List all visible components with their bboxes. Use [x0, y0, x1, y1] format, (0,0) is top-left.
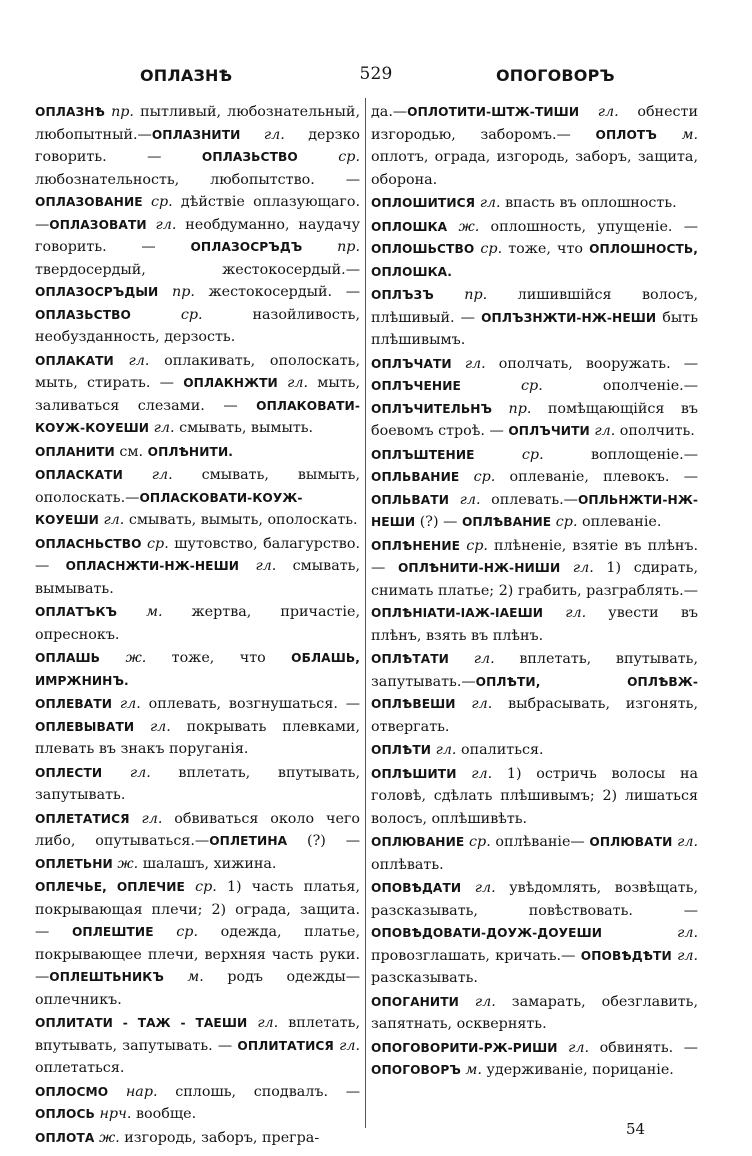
- grammar-label: ср.: [176, 924, 198, 940]
- definition-text: разсказывать.: [371, 970, 478, 986]
- dictionary-entry: [35, 101, 360, 349]
- definition-text: шутовство, балагурство. —: [35, 535, 361, 574]
- definition-text: дѣйствіе оплазующаго.—: [35, 194, 360, 233]
- definition-text: покрывать плевками, плевать въ знакъ поруганія.: [35, 718, 361, 757]
- definition-text: [579, 104, 598, 120]
- headword: ОПЛАТЪКЪ: [35, 605, 118, 619]
- definition-text: оплевать, возгнушаться. —: [140, 696, 361, 712]
- grammar-label: гл.: [257, 1015, 279, 1031]
- definition-text: оплакивать, ополоскать, мыть, стирать. —: [35, 352, 360, 391]
- definition-text: твердосердый, жестокосердый.—: [35, 261, 360, 278]
- grammar-label: гл.: [594, 423, 616, 439]
- dictionary-entry: [35, 601, 360, 646]
- grammar-label: пр.: [337, 239, 360, 255]
- grammar-label: гл.: [151, 467, 173, 483]
- grammar-label: ср.: [521, 378, 543, 394]
- dictionary-entry: [371, 991, 698, 1036]
- headword: ОПЛАЗОСРЪДЪ: [190, 240, 303, 254]
- headword: ОПЛЕЧЬЕ, ОПЛЕЧИЕ: [35, 880, 185, 894]
- headword: ОПЛЪЧАТИ: [371, 356, 452, 371]
- grammar-label: пр.: [508, 400, 532, 417]
- column-divider: [365, 98, 366, 1128]
- definition-text: смывать, вымыть.: [174, 420, 314, 436]
- headword: ОПЛОТЪ: [595, 127, 657, 142]
- signature-mark: 54: [626, 1120, 646, 1138]
- grammar-label: гл.: [435, 742, 457, 758]
- dictionary-entry: [371, 648, 698, 738]
- grammar-label: пр.: [111, 104, 134, 120]
- grammar-label: м.: [465, 1062, 482, 1078]
- grammar-label: пр.: [171, 284, 195, 300]
- grammar-label: гл.: [459, 491, 481, 508]
- definition-text: [112, 696, 120, 712]
- definition-text: (?) —: [415, 514, 462, 530]
- grammar-label: ж.: [458, 218, 480, 235]
- definition-text: увѣдомлять, возвѣщать, разсказывать, повѣствовать. —: [371, 880, 698, 919]
- headword: ОПЛАЗОВАТИ: [49, 217, 147, 232]
- headword: ОПЛИТАТИСЯ: [237, 1038, 334, 1053]
- headword: ОПЛАЗОВАНИЕ: [35, 195, 143, 209]
- headword: ОПЛЬВАТИ: [371, 492, 450, 507]
- definition-text: родъ одежды—оплечникъ.: [35, 969, 360, 1008]
- dictionary-entry: [371, 831, 698, 876]
- headword: ОПЛѢТИ: [371, 743, 432, 757]
- definition-text: [117, 604, 146, 620]
- grammar-label: ср.: [555, 514, 578, 530]
- headword: ОПЛОШКА: [371, 219, 448, 234]
- definition-text: обвиваться около чего либо, опутываться.—: [35, 810, 361, 849]
- headword: ОПЛАКОВАТИ-КОУЖ-КОУЕШИ: [35, 398, 360, 435]
- definition-text: помѣщающійся въ боевомъ строѣ. —: [371, 400, 699, 439]
- grammar-label: ср.: [150, 194, 173, 210]
- headword: ОПЛОТА: [35, 1130, 95, 1145]
- headword: ОПЛЪЧИТИ: [508, 424, 590, 438]
- headword: ОПОГАНИТИ: [371, 994, 459, 1009]
- definition-text: [154, 924, 177, 940]
- grammar-label: гл.: [677, 834, 698, 850]
- definition-text: жертва, причастіе, опреснокъ.: [35, 604, 361, 643]
- grammar-label: гл.: [153, 420, 175, 436]
- grammar-label: ср.: [469, 834, 491, 850]
- headword: ОПЛЕВЫВАТИ: [35, 719, 135, 734]
- dictionary-entry: [35, 808, 360, 876]
- definition-text: [143, 194, 151, 210]
- grammar-label: ср.: [473, 469, 496, 485]
- definition-text: [459, 469, 473, 485]
- definition-text: оплѣвать.: [371, 856, 444, 873]
- grammar-label: гл.: [149, 718, 171, 735]
- grammar-label: гл.: [565, 605, 587, 621]
- definition-text: [100, 650, 125, 666]
- definition-text: [131, 307, 181, 323]
- grammar-label: м.: [681, 126, 698, 143]
- grammar-label: гл.: [119, 696, 141, 712]
- grammar-label: гл.: [128, 352, 150, 369]
- definition-text: оплеваніе, плевокъ. —: [495, 469, 698, 485]
- grammar-label: гл.: [597, 104, 619, 120]
- grammar-label: гл.: [473, 651, 495, 667]
- definition-text: любознательность, любопытство. —: [35, 171, 360, 188]
- definition-text: [558, 1040, 569, 1056]
- definition-text: [102, 765, 130, 781]
- headword: ОПЛЬНЖТИ-НЖ-НЕШИ: [371, 492, 698, 529]
- dictionary-entry: [35, 693, 360, 761]
- definition-text: вплетать, впутывать, запутывать.: [35, 764, 360, 803]
- definition-text: [278, 375, 287, 391]
- grammar-label: гл.: [568, 1039, 590, 1056]
- definition-text: обвинять. —: [589, 1039, 698, 1056]
- definition-text: быть плѣшивымъ.: [371, 309, 698, 348]
- headword: ОПЛАЗНИТИ: [151, 127, 241, 142]
- definition-text: [449, 651, 474, 667]
- grammar-label: ж.: [117, 855, 139, 872]
- definition-text: необдуманно, наудачу говорить. —: [35, 216, 360, 255]
- headword: ОПЛЕСТИ: [35, 765, 103, 780]
- headword: ОПЛЪЗНЖТИ-НЖ-НЕШИ: [481, 310, 657, 325]
- dictionary-entry: [35, 876, 360, 1011]
- definition-text: [456, 696, 472, 712]
- headword: ОПОВѢДАТИ: [371, 881, 462, 895]
- headword: ОПЛѢШИТИ: [371, 766, 457, 781]
- grammar-label: гл.: [474, 993, 496, 1010]
- grammar-label: гл.: [572, 560, 594, 576]
- definition-text: изгородь, заборъ, прегра-: [119, 1129, 320, 1146]
- definition-text: [164, 969, 188, 985]
- definition-text: [560, 560, 573, 576]
- dictionary-entry: [371, 192, 698, 215]
- dictionary-entry: [35, 1081, 360, 1126]
- headword: ОПЛѢТАТИ: [371, 652, 449, 666]
- grammar-label: ср.: [338, 149, 361, 165]
- definition-text: [130, 811, 142, 827]
- grammar-label: м.: [187, 969, 204, 985]
- headword: ОПЛАЗОСРЪДЫИ: [35, 285, 159, 299]
- dictionary-entry: [35, 441, 360, 464]
- dictionary-entry: [371, 877, 698, 990]
- headword: ОПЛЕШТИЕ: [71, 925, 154, 939]
- headword: ОПЛОТИТИ-ШТЖ-ТИШИ: [407, 105, 580, 119]
- grammar-label: гл.: [464, 355, 486, 372]
- headword: ОПЛАШЬ: [35, 651, 101, 665]
- headword: ОПЛОСЬ: [35, 1107, 95, 1121]
- headword: ОПЛЬВАНИЕ: [371, 470, 460, 484]
- headword: ОПЛАКАТИ: [35, 353, 114, 368]
- grammar-label: ср.: [466, 537, 488, 554]
- headword: ОПЛѢНІАТИ-ІАЖ-ІАЕШИ: [371, 606, 544, 620]
- grammar-label: ср.: [521, 446, 544, 463]
- grammar-label: гл.: [155, 216, 177, 233]
- definition-text: [158, 284, 172, 300]
- definition-text: тоже, что: [146, 650, 292, 666]
- definition-text: тоже, что: [502, 241, 590, 257]
- grammar-label: ср.: [480, 241, 503, 257]
- definition-text: плѣненіе, взятіе въ плѣнъ. —: [371, 537, 698, 576]
- definition-text: [457, 766, 472, 782]
- definition-text: впасть въ оплошность.: [500, 195, 677, 211]
- grammar-label: пр.: [464, 287, 488, 303]
- headword: ОПЛАСКАТИ: [35, 468, 123, 482]
- right-column: [371, 101, 698, 1083]
- definition-text: обнести изгородью, заборомъ.—: [371, 104, 698, 143]
- grammar-label: м.: [146, 604, 163, 620]
- headword: ОПЛЪЧИТЕЛЬНЪ: [371, 401, 493, 416]
- headword: ОПОВѢДОВАТИ-ДОУЖ-ДОУЕШИ: [371, 926, 603, 940]
- grammar-label: нрч.: [99, 1106, 132, 1122]
- running-head-right: ОПОГОВОРЪ: [496, 66, 615, 85]
- definition-text: оплеваніе.: [577, 514, 662, 530]
- definition-text: вообще.: [131, 1106, 197, 1122]
- headword: ОПЛЕВАТИ: [35, 697, 113, 711]
- definition-text: (?) —: [287, 833, 360, 849]
- grammar-label: гл.: [255, 558, 277, 574]
- definition-text: смывать, вымывать.: [35, 558, 360, 597]
- grammar-label: гл.: [129, 764, 151, 781]
- headword: ОПЛИТАТИ - ТАЖ - ТАЕШИ: [35, 1016, 248, 1030]
- headword: ОБЛАШЬ, ИМРЖНИНЪ.: [35, 651, 360, 688]
- headword: ОПЛѢНИТИ.: [147, 444, 233, 459]
- definition-text: оплевать.—: [480, 491, 578, 508]
- definition-text: да.—: [371, 104, 408, 120]
- headword: ОПЛОСМО: [35, 1084, 109, 1099]
- definition-text: вплетать, впутывать, запутывать.—: [371, 651, 698, 690]
- headword: ОПЛЕТЬНИ: [35, 856, 113, 871]
- headword: ОПЛАЗНѢ: [35, 105, 105, 119]
- dictionary-entry: [35, 762, 360, 807]
- headword: ОПЛЕТИНА: [209, 834, 288, 848]
- dictionary-entry: [35, 647, 360, 692]
- headword: ОПЛОШНОСТЬ, ОПЛОШКА.: [371, 242, 699, 279]
- definition-text: [459, 994, 475, 1010]
- definition-text: назойливость, необузданность, дерзость.: [35, 306, 361, 345]
- definition-text: [240, 127, 263, 143]
- grammar-label: нар.: [125, 1083, 158, 1100]
- grammar-label: ср.: [147, 535, 169, 552]
- definition-text: удерживаніе, порицаніе.: [481, 1062, 674, 1078]
- headword: ОПЛѢВАНИЕ: [461, 515, 552, 529]
- left-column: [35, 101, 360, 1150]
- headword: ОПЛЪЗЪ: [371, 288, 434, 302]
- definition-text: [123, 467, 152, 483]
- headword: ОПЛЮВАНИЕ: [371, 835, 465, 849]
- grammar-label: гл.: [479, 195, 501, 211]
- headword: ОПЛѢНИТИ-НЖ-НИШИ: [397, 561, 561, 575]
- definition-text: [447, 219, 458, 235]
- headword: ОПЛѢТИ, ОПЛѢВЖ-ОПЛѢВЕШИ: [371, 674, 698, 711]
- dictionary-entry: [371, 284, 698, 352]
- headword: ОПОВѢДѢТИ: [580, 948, 672, 963]
- definition-text: выбрасывать, изгонять, отвергать.: [371, 696, 698, 735]
- running-head-left: ОПЛАЗНѢ: [140, 66, 233, 85]
- definition-text: оплетаться.: [35, 1060, 125, 1076]
- grammar-label: ср.: [180, 306, 203, 323]
- grammar-label: гл.: [677, 947, 699, 964]
- definition-text: [475, 447, 522, 463]
- headword: ОПЛАСНЬСТВО: [35, 536, 142, 551]
- definition-text: жестокосердый. —: [194, 284, 360, 300]
- grammar-label: гл.: [103, 512, 125, 528]
- grammar-label: гл.: [677, 925, 698, 941]
- definition-text: дерзко говорить. —: [35, 126, 360, 165]
- definition-text: замарать, обезглавить, запятнать, осквернять.: [371, 993, 699, 1032]
- definition-text: оплотъ, ограда, изгородь, заборъ, защита, оборона.: [371, 149, 698, 188]
- definition-text: лишившійся волосъ, плѣшивый. —: [371, 287, 698, 326]
- headword: ОПЛЕШТЬНИКЪ: [49, 970, 164, 984]
- definition-text: [434, 287, 464, 303]
- definition-text: [602, 925, 677, 941]
- definition-text: [108, 1084, 126, 1100]
- definition-text: [302, 239, 337, 255]
- definition-text: пытливый, любознательный, любопытный.—: [35, 104, 360, 143]
- definition-text: оплѣваніе—: [490, 834, 590, 850]
- definition-text: вплетать, впутывать, запутывать. —: [35, 1015, 360, 1054]
- dictionary-entry: [371, 763, 698, 831]
- definition-text: [134, 719, 150, 735]
- grammar-label: гл.: [471, 696, 493, 712]
- dictionary-entry: [371, 1037, 698, 1082]
- grammar-label: ж.: [98, 1129, 120, 1146]
- dictionary-entry: [371, 101, 698, 191]
- headword: ОПЛОШИТИСЯ: [371, 196, 476, 210]
- definition-text: одежда, платье, покрывающее плечи, верхняя часть руки.—: [35, 924, 360, 985]
- definition-text: увести въ плѣнъ, взять въ плѣнъ.: [371, 605, 698, 644]
- dictionary-entry: [371, 535, 698, 648]
- grammar-label: гл.: [474, 880, 496, 896]
- grammar-label: ж.: [125, 650, 147, 666]
- headword: ОПОГОВОРЪ: [371, 1063, 461, 1077]
- headword: ОПЛАКНЖТИ: [183, 376, 278, 390]
- headword: ОПЛѢНЕНИЕ: [371, 538, 461, 553]
- definition-text: 1) сдирать, снимать платье; 2) грабить, разграблять.—: [371, 560, 698, 599]
- definition-text: [492, 401, 508, 417]
- headword: ОПЛЮВАТИ: [589, 835, 673, 849]
- dictionary-entry: [371, 353, 698, 443]
- dictionary-entry: [35, 1127, 360, 1150]
- grammar-label: гл.: [471, 765, 493, 782]
- definition-text: провозглашать, кричать.—: [371, 947, 581, 964]
- definition-text: 1) часть платья, покрывающая плечи; 2) ограда, защита. —: [35, 879, 360, 940]
- grammar-label: ср.: [195, 879, 217, 895]
- definition-text: смывать, вымыть, ополоскать.—: [35, 467, 360, 506]
- dictionary-entry: [371, 444, 698, 534]
- dictionary-entry: [35, 533, 360, 601]
- headword: ОПЛАСКОВАТИ-КОУЖ-КОУЕШИ: [35, 490, 303, 527]
- headword: ОПОГОВОРИТИ-РЖ-РИШИ: [371, 1040, 558, 1055]
- grammar-label: гл.: [339, 1037, 361, 1054]
- grammar-label: гл.: [287, 375, 308, 391]
- definition-text: ополчить.: [615, 423, 695, 439]
- definition-text: [461, 880, 475, 896]
- dictionary-entry: [371, 216, 698, 284]
- definition-text: [657, 127, 682, 143]
- definition-text: опалиться.: [456, 742, 544, 758]
- grammar-label: гл.: [263, 126, 285, 143]
- definition-text: [452, 356, 465, 372]
- dictionary-entry: [35, 1012, 360, 1080]
- definition-text: оплошность, упущеніе. —: [479, 218, 698, 235]
- dictionary-entry: [371, 739, 698, 762]
- definition-text: [114, 353, 129, 369]
- definition-text: см.: [114, 443, 148, 460]
- headword: ОПЛЪШТЕНИЕ: [371, 447, 475, 462]
- dictionary-entry: [35, 464, 360, 532]
- dictionary-entry: [35, 350, 360, 440]
- definition-text: воплощеніе.—: [543, 446, 698, 463]
- headword: ОПЛАСНЖТИ-НЖ-НЕШИ: [65, 559, 240, 573]
- definition-text: [461, 378, 521, 394]
- definition-text: ополчать, вооружать. —: [485, 355, 698, 372]
- headword: ОПЛАНИТИ: [35, 444, 115, 459]
- definition-text: [449, 492, 460, 508]
- page-number: 529: [359, 64, 393, 84]
- definition-text: сплошь, сподвалъ. —: [157, 1083, 360, 1100]
- definition-text: 1) остричь волосы на головѣ, сдѣлать плѣшивымъ; 2) лишаться волосъ, оплѣшивѣть.: [371, 765, 699, 827]
- headword: ОПЛАЗЬСТВО: [35, 307, 131, 322]
- definition-text: смывать, вымыть, ополоскать.: [124, 512, 358, 528]
- definition-text: ополченіе.—: [542, 378, 699, 394]
- definition-text: [543, 605, 565, 621]
- definition-text: [247, 1015, 257, 1031]
- definition-text: шалашъ, хижина.: [138, 855, 277, 872]
- headword: ОПЛЪЧЕНИЕ: [371, 379, 461, 393]
- definition-text: [147, 217, 156, 233]
- headword: ОПЛОШЬСТВО: [371, 242, 475, 256]
- grammar-label: гл.: [141, 810, 163, 827]
- definition-text: мыть, заливаться слезами. —: [35, 375, 360, 414]
- definition-text: [185, 879, 195, 895]
- definition-text: [239, 558, 255, 574]
- headword: ОПЛЕТАТИСЯ: [35, 811, 130, 826]
- definition-text: [298, 149, 338, 165]
- headword: ОПЛАЗЬСТВО: [201, 150, 298, 164]
